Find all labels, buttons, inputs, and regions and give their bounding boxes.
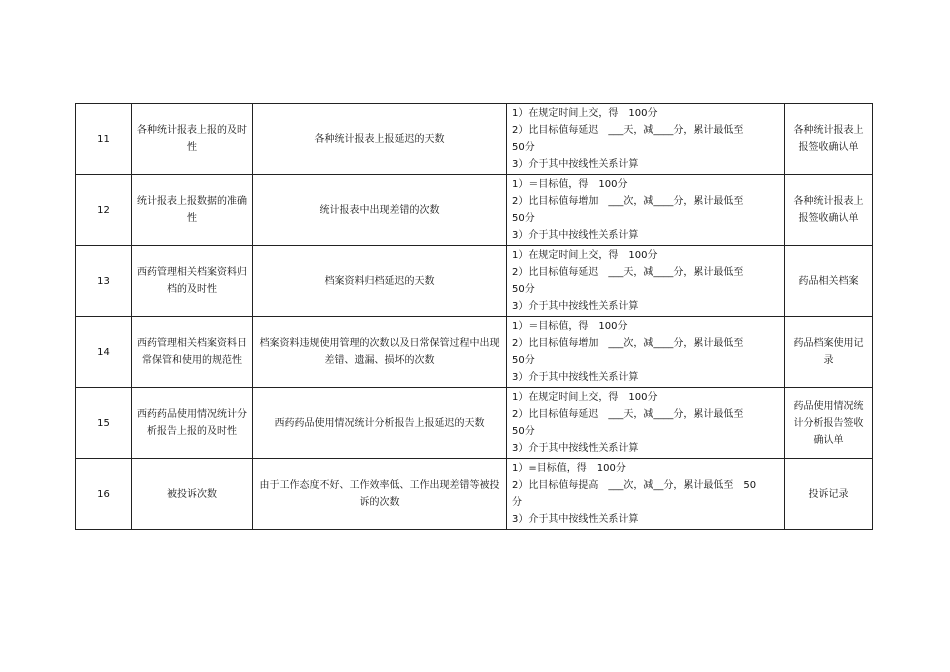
scoring-rule-line: 1）＝目标值，得 100分 (512, 321, 628, 332)
indicator-name: 西药药品使用情况统计分析报告上报的及时性 (132, 388, 253, 459)
kpi-table (75, 103, 873, 530)
table-row (76, 175, 873, 246)
indicator-definition: 由于工作态度不好、工作效率低、工作出现差错等被投诉的次数 (253, 459, 507, 530)
data-source: 药品档案使用记录 (785, 317, 873, 388)
data-source: 投诉记录 (785, 459, 873, 530)
scoring-rule-line: 1）＝目标值，得 100分 (512, 179, 628, 190)
scoring-rule-line: 50分 (512, 213, 535, 224)
table-row (76, 459, 873, 530)
data-source: 药品使用情况统计分析报告签收确认单 (785, 388, 873, 459)
indicator-definition: 档案资料归档延迟的天数 (253, 246, 507, 317)
scoring-rule-line: 50分 (512, 355, 535, 366)
scoring-rule-line: 3）介于其中按线性关系计算 (512, 301, 639, 312)
data-source: 各种统计报表上报签收确认单 (785, 104, 873, 175)
indicator-name: 统计报表上报数据的准确性 (132, 175, 253, 246)
scoring-rule-line: 2）比目标值每增加 ___次，减____分，累计最低至 (512, 196, 744, 207)
scoring-rule-line: 3）介于其中按线性关系计算 (512, 443, 639, 454)
scoring-rule-line: 分 (512, 497, 522, 508)
scoring-rules (507, 317, 785, 388)
row-number: 12 (76, 175, 132, 246)
scoring-rule-line: 2）比目标值每增加 ___次，减____分，累计最低至 (512, 338, 744, 349)
row-number: 11 (76, 104, 132, 175)
indicator-definition: 统计报表中出现差错的次数 (253, 175, 507, 246)
scoring-rule-line: 50分 (512, 142, 535, 153)
indicator-definition: 各种统计报表上报延迟的天数 (253, 104, 507, 175)
data-source: 药品相关档案 (785, 246, 873, 317)
indicator-name: 被投诉次数 (132, 459, 253, 530)
indicator-definition: 西药药品使用情况统计分析报告上报延迟的天数 (253, 388, 507, 459)
scoring-rule-line: 2）比目标值每延迟 ___天，减____分，累计最低至 (512, 409, 744, 420)
table-row (76, 317, 873, 388)
scoring-rule-line: 3）介于其中按线性关系计算 (512, 372, 639, 383)
scoring-rule-line: 3）介于其中按线性关系计算 (512, 514, 639, 525)
scoring-rules (507, 104, 785, 175)
scoring-rules (507, 459, 785, 530)
scoring-rule-line: 2）比目标值每提高 ___次，减__分，累计最低至 50 (512, 480, 757, 491)
scoring-rules (507, 175, 785, 246)
scoring-rule-line: 1）=目标值，得 100分 (512, 463, 626, 474)
indicator-name: 西药管理相关档案资料归档的及时性 (132, 246, 253, 317)
scoring-rules (507, 388, 785, 459)
data-source: 各种统计报表上报签收确认单 (785, 175, 873, 246)
row-number: 16 (76, 459, 132, 530)
indicator-name: 西药管理相关档案资料日常保管和使用的规范性 (132, 317, 253, 388)
row-number: 15 (76, 388, 132, 459)
scoring-rule-line: 2）比目标值每延迟 ___天，减____分，累计最低至 (512, 125, 744, 136)
scoring-rule-line: 50分 (512, 426, 535, 437)
scoring-rule-line: 2）比目标值每延迟 ___天，减____分，累计最低至 (512, 267, 744, 278)
kpi-table-body (76, 104, 873, 530)
scoring-rules (507, 246, 785, 317)
scoring-rule-line: 50分 (512, 284, 535, 295)
scoring-rule-line: 1）在规定时间上交，得 100分 (512, 108, 658, 119)
table-row (76, 388, 873, 459)
indicator-definition: 档案资料违规使用管理的次数以及日常保管过程中出现差错、遗漏、损坏的次数 (253, 317, 507, 388)
table-row (76, 246, 873, 317)
indicator-name: 各种统计报表上报的及时性 (132, 104, 253, 175)
scoring-rule-line: 3）介于其中按线性关系计算 (512, 230, 639, 241)
row-number: 14 (76, 317, 132, 388)
row-number: 13 (76, 246, 132, 317)
scoring-rule-line: 1）在规定时间上交，得 100分 (512, 250, 658, 261)
scoring-rule-line: 3）介于其中按线性关系计算 (512, 159, 639, 170)
table-row (76, 104, 873, 175)
scoring-rule-line: 1）在规定时间上交，得 100分 (512, 392, 658, 403)
